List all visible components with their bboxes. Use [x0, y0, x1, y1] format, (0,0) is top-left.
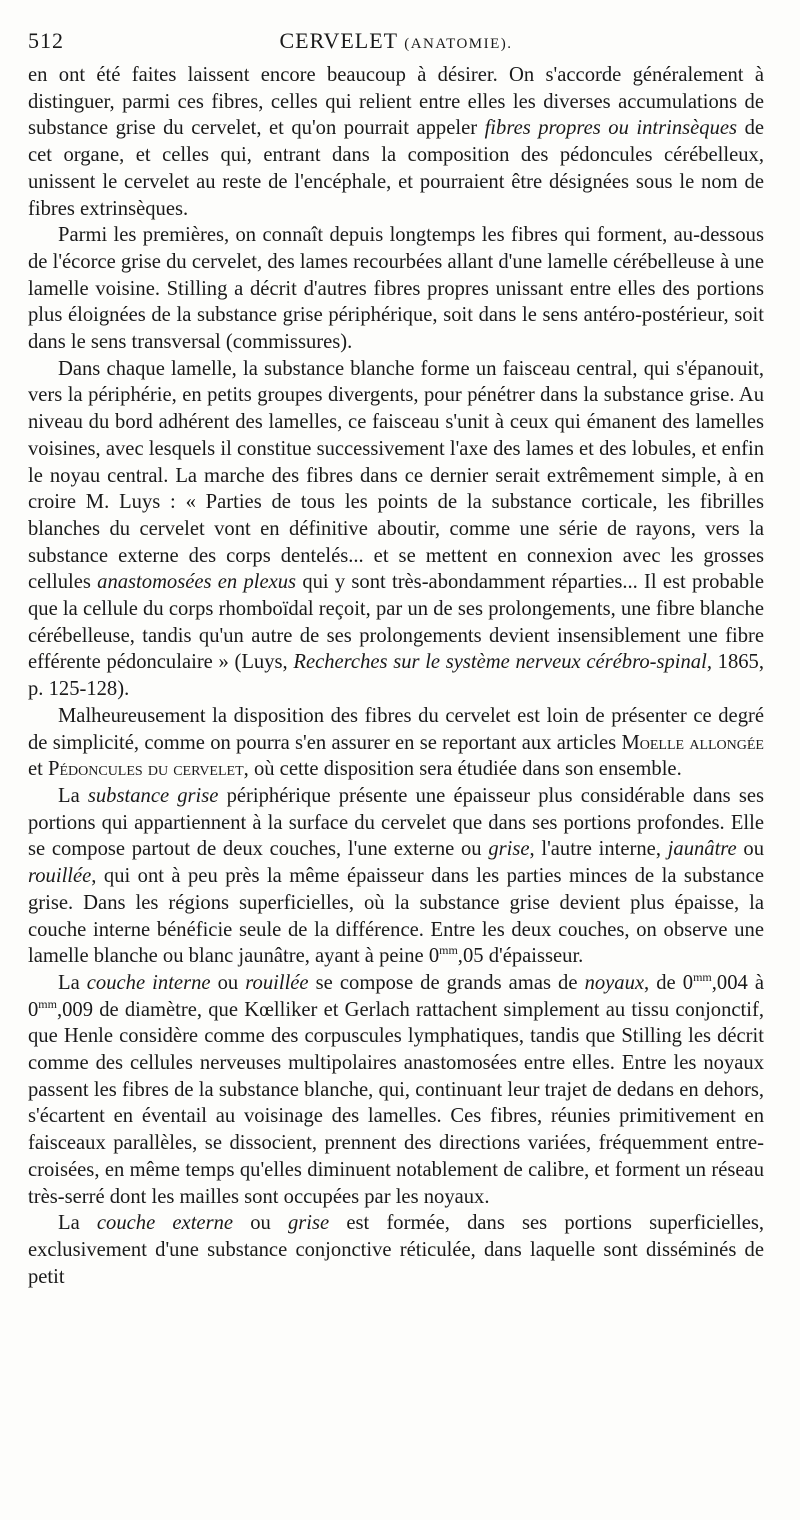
- paragraph-1: en ont été faites laissent encore beaucoup à désirer. On s'accorde généralement à distinguer, parmi ces fibres, celles qui relient entre elles les diverses accumulations de substance grise du cervelet, et qu'on pourrait appeler fibres propres ou intrinsèques de cet organe, et celles qui, entrant dans la composition des pédoncules cérébelleux, unissent le cervelet au reste de l'encéphale, et pourraient être désignées sous le nom de fibres extrinsèques.: [28, 64, 765, 220]
- emphasis: rouillée: [245, 971, 309, 994]
- paragraph-2: Parmi les premières, on connaît depuis longtemps les fibres qui forment, au-dessous de l'écorce grise du cervelet, des lames recourbées allant d'une lamelle cérébelleuse à une lamelle voisine. Stilling a décrit d'autres fibres propres unissant entre elles des portions plus éloignées de la substance grise périphérique, soit dans le sens antéro-postérieur, soit dans le sens transversal (commissures).: [28, 224, 764, 354]
- article-reference: Pédoncules du cervelet: [48, 758, 244, 781]
- emphasis: grise: [488, 838, 530, 861]
- emphasis: fibres propres ou intrinsèques: [484, 117, 738, 140]
- paragraph-3: Dans chaque lamelle, la substance blanche forme un faisceau central, qui s'épanouit, vers la périphérie, en petits groupes divergents, pour pénétrer dans la substance grise. Au niveau du bord adhérent des lamelles, ce faisceau s'unit à ceux qui émanent des lamelles voisines, avec lesquels il constitue successivement l'axe des lames et des lobules, et enfin le noyau central. La marche des fibres dans ce dernier serait extrêmement simple, à en croire M. Luys : « Parties de tous les points de la substance corticale, les fibrilles blanches du cervelet vont en définitive aboutir, comme une série de rayons, vers la substance externe des corps dentelés... et se mettent en connexion avec les grosses cellules anastomosées en plexus qui y sont très-abondamment réparties... Il est probable que la cellule du corps rhomboïdal reçoit, par un de ses prolongements, une fibre blanche cérébelleuse, tandis qu'un autre de ses prolongements devient insensiblement une fibre efférente pédonculaire » (Luys, Recherches sur le système nerveux cérébro-spinal, 1865, p. 125-128).: [28, 357, 765, 701]
- body-text: [28, 62, 764, 1290]
- emphasis: jaunâtre: [667, 838, 737, 861]
- article-reference: Moelle allongée: [621, 731, 764, 754]
- emphasis: substance grise: [87, 784, 219, 807]
- paragraph-7: La couche externe ou grise est formée, dans ses portions superficielles, exclusivement d'une substance conjonctive réticulée, dans laquelle sont disséminés de petit: [28, 1212, 765, 1288]
- paragraph-4: Malheureusement la disposition des fibres du cervelet est loin de présenter ce degré de simplicité, comme on pourra s'en assurer en se reportant aux articles Moelle allongée et Pédoncules du cervelet, où cette disposition sera étudiée dans son ensemble.: [28, 704, 764, 781]
- emphasis: anastomosées en plexus: [97, 571, 297, 594]
- emphasis: rouillée: [28, 865, 92, 888]
- emphasis: couche interne: [86, 971, 211, 994]
- unit-superscript: mm: [693, 970, 712, 985]
- running-title-main: CERVELET: [279, 28, 398, 53]
- running-header: [28, 28, 764, 62]
- citation-title: Recherches sur le système nerveux cérébro-spinal,: [293, 651, 712, 674]
- emphasis: grise: [288, 1212, 330, 1235]
- emphasis: noyaux: [584, 971, 645, 994]
- paragraph-5: La substance grise périphérique présente une épaisseur plus considérable dans ses portions qui appartiennent à la surface du cervelet que dans ses portions profondes. Elle se compose partout de deux couches, l'une externe ou grise, l'autre interne, jaunâtre ou rouillée, qui ont à peu près la même épaisseur dans les parties minces de la substance grise. Dans les régions superficielles, où la substance grise devient plus épaisse, la couche interne bénéficie seule de la différence. Entre les deux couches, on observe une lamelle blanche ou blanc jaunâtre, ayant à peine $0^{mm},05$ d'épaisseur.: [28, 784, 764, 968]
- running-title: [28, 28, 764, 54]
- running-title-sub: (ANATOMIE).: [404, 36, 513, 52]
- paragraph-6: La couche interne ou rouillée se compose de grands amas de noyaux, de $0^{mm},004$ à $0^{mm},009$ de diamètre, que Kœlliker et Gerlach rattachent simplement au tissu conjonctif, que Henle considère comme des corpuscules lymphatiques, tandis que Stilling les décrit comme des cellules nerveuses multipolaires anastomosées entre elles. Entre les noyaux passent les fibres de la substance blanche, qui, continuant leur trajet de dedans en dehors, s'écartent en éventail au voisinage des lamelles. Ces fibres, réunies primitivement en faisceaux parallèles, se dissocient, prennent des directions variées, fréquemment entre-croisées, en même temps qu'elles diminuent notablement de calibre, et forment un réseau très-serré dont les mailles sont occupées par les noyaux.: [28, 970, 765, 1208]
- emphasis: couche externe: [96, 1212, 234, 1235]
- unit-superscript: mm: [38, 996, 57, 1011]
- page-number: 512: [28, 28, 64, 53]
- unit-superscript: mm: [439, 943, 458, 958]
